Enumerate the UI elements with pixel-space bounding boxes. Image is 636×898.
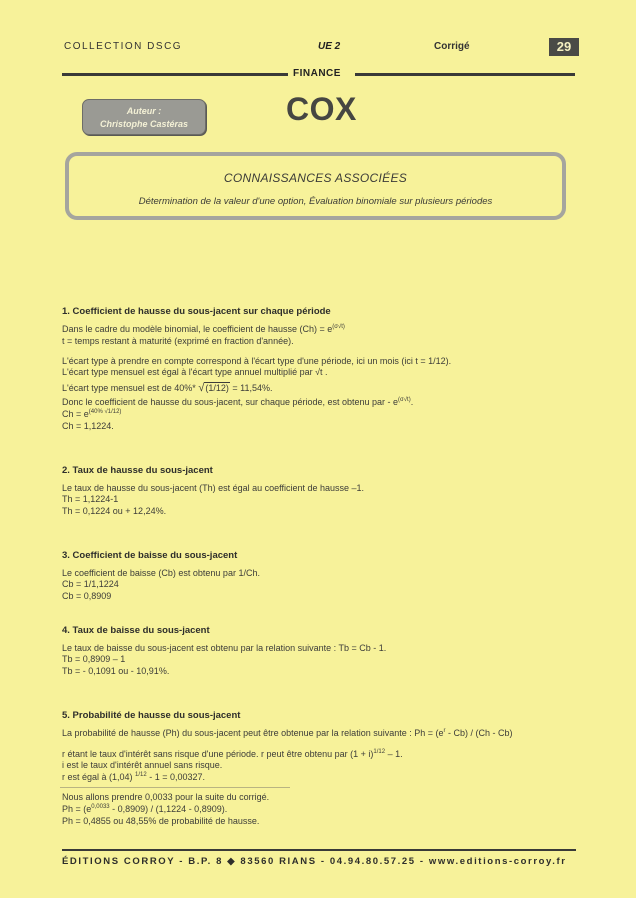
sqrt-body: (1/12) bbox=[205, 383, 229, 393]
exponent: (σ√t) bbox=[332, 324, 345, 330]
section-2-line: Le taux de hausse du sous-jacent (Th) est égal au coefficient de hausse –1. bbox=[62, 483, 365, 493]
section-3-line: Le coefficient de baisse (Cb) est obtenu par 1/Ch. bbox=[62, 568, 260, 578]
section-5-line: i est le taux d'intérêt annuel sans risque. bbox=[62, 760, 223, 770]
exponent: 1/12 bbox=[373, 749, 386, 755]
text: Ch = e bbox=[62, 409, 89, 419]
section-4-heading: 4. Taux de baisse du sous-jacent bbox=[62, 625, 210, 636]
page-number-badge: 29 bbox=[549, 38, 579, 56]
text: = 11,54%. bbox=[229, 383, 273, 393]
section-1-line: Ch = 1,1224. bbox=[62, 421, 114, 431]
sqrt-expression bbox=[198, 382, 230, 394]
section-1-line bbox=[62, 397, 413, 407]
section-3-line: Cb = 1/1,1224 bbox=[62, 579, 119, 589]
section-2-line: Th = 1,1224-1 bbox=[62, 494, 119, 504]
text: - Cb) / (Ch - Cb) bbox=[445, 728, 513, 738]
text: r étant le taux d'intérêt sans risque d'une période. r peut être obtenu par (1 + i) bbox=[62, 749, 374, 759]
section-1-line: L'écart type mensuel est égal à l'écart type annuel multiplié par √t . bbox=[62, 367, 328, 377]
footer-publisher: ÉDITIONS CORROY - B.P. 8 ◆ 83560 RIANS - 04.94.80.57.25 - www.editions-corroy.fr bbox=[62, 856, 567, 867]
section-5-line: Ph = 0,4855 ou 48,55% de probabilité de hausse. bbox=[62, 816, 260, 826]
section-1-heading: 1. Coefficient de hausse du sous-jacent sur chaque période bbox=[62, 306, 331, 317]
section-1-line bbox=[62, 382, 273, 394]
corrige-label: Corrigé bbox=[434, 41, 470, 52]
knowledge-box bbox=[65, 152, 566, 220]
exponent: (σ√t) bbox=[398, 397, 411, 403]
section-5-heading: 5. Probabilité de hausse du sous-jacent bbox=[62, 710, 241, 721]
text: Ph = (e bbox=[62, 804, 92, 814]
author-name: Christophe Castéras bbox=[99, 119, 189, 129]
text: . bbox=[410, 397, 414, 407]
knowledge-box-title: CONNAISSANCES ASSOCIÉES bbox=[223, 171, 408, 185]
text: - 0,8909) / (1,1224 - 0,8909). bbox=[109, 804, 228, 814]
ue-label: UE 2 bbox=[318, 41, 341, 52]
section-5-line bbox=[62, 728, 513, 738]
text: r est égal à (1,04) bbox=[62, 772, 136, 782]
section-1-line bbox=[62, 409, 121, 419]
section-5-line bbox=[62, 804, 227, 814]
collection-label: COLLECTION DSCG bbox=[64, 41, 183, 52]
text: L'écart type mensuel est de 40%* bbox=[62, 383, 196, 393]
author-badge bbox=[82, 99, 206, 135]
text: Donc le coefficient de hausse du sous-jacent, sur chaque période, est obtenu par - e bbox=[62, 397, 399, 407]
exponent: r bbox=[443, 728, 446, 734]
section-5-line bbox=[62, 749, 403, 759]
section-1-line: t = temps restant à maturité (exprimé en fraction d'année). bbox=[62, 336, 294, 346]
header-rule-left bbox=[62, 73, 288, 76]
section-1-line bbox=[62, 324, 345, 334]
section-5-line: Nous allons prendre 0,0033 pour la suite du corrigé. bbox=[62, 792, 270, 802]
section-label: FINANCE bbox=[293, 68, 341, 79]
text: La probabilité de hausse (Ph) du sous-jacent peut être obtenue par la relation suivante : Ph = (e bbox=[62, 728, 444, 738]
section-5-line bbox=[62, 772, 205, 782]
header-rule-right bbox=[355, 73, 575, 76]
section-1-line: L'écart type à prendre en compte correspond à l'écart type d'une période, ici un mois (ici t = 1/12). bbox=[62, 356, 452, 366]
section-2-heading: 2. Taux de hausse du sous-jacent bbox=[62, 465, 213, 476]
section-4-line: Le taux de baisse du sous-jacent est obtenu par la relation suivante : Tb = Cb - 1. bbox=[62, 643, 387, 653]
sqrt-sign: √ bbox=[198, 382, 205, 394]
text: Dans le cadre du modèle binomial, le coefficient de hausse (Ch) = e bbox=[62, 324, 333, 334]
text: - 1 = 0,00327. bbox=[146, 772, 206, 782]
page-title: COX bbox=[286, 91, 357, 127]
exponent: 1/12 bbox=[135, 772, 147, 778]
exponent: 0,0033 bbox=[91, 804, 110, 810]
knowledge-box-subtitle: Détermination de la valeur d'une option, Évaluation binomiale sur plusieurs périodes bbox=[138, 196, 493, 207]
section-4-line: Tb = - 0,1091 ou - 10,91%. bbox=[62, 666, 170, 676]
section-4-line: Tb = 0,8909 – 1 bbox=[62, 654, 126, 664]
author-label: Auteur : bbox=[126, 106, 162, 116]
section-3-line: Cb = 0,8909 bbox=[62, 591, 112, 601]
text: – 1. bbox=[385, 749, 403, 759]
section-3-heading: 3. Coefficient de baisse du sous-jacent bbox=[62, 550, 238, 561]
footer-rule bbox=[62, 849, 576, 851]
section-2-line: Th = 0,1224 ou + 12,24%. bbox=[62, 506, 167, 516]
exponent: (40% √1/12) bbox=[88, 409, 122, 415]
